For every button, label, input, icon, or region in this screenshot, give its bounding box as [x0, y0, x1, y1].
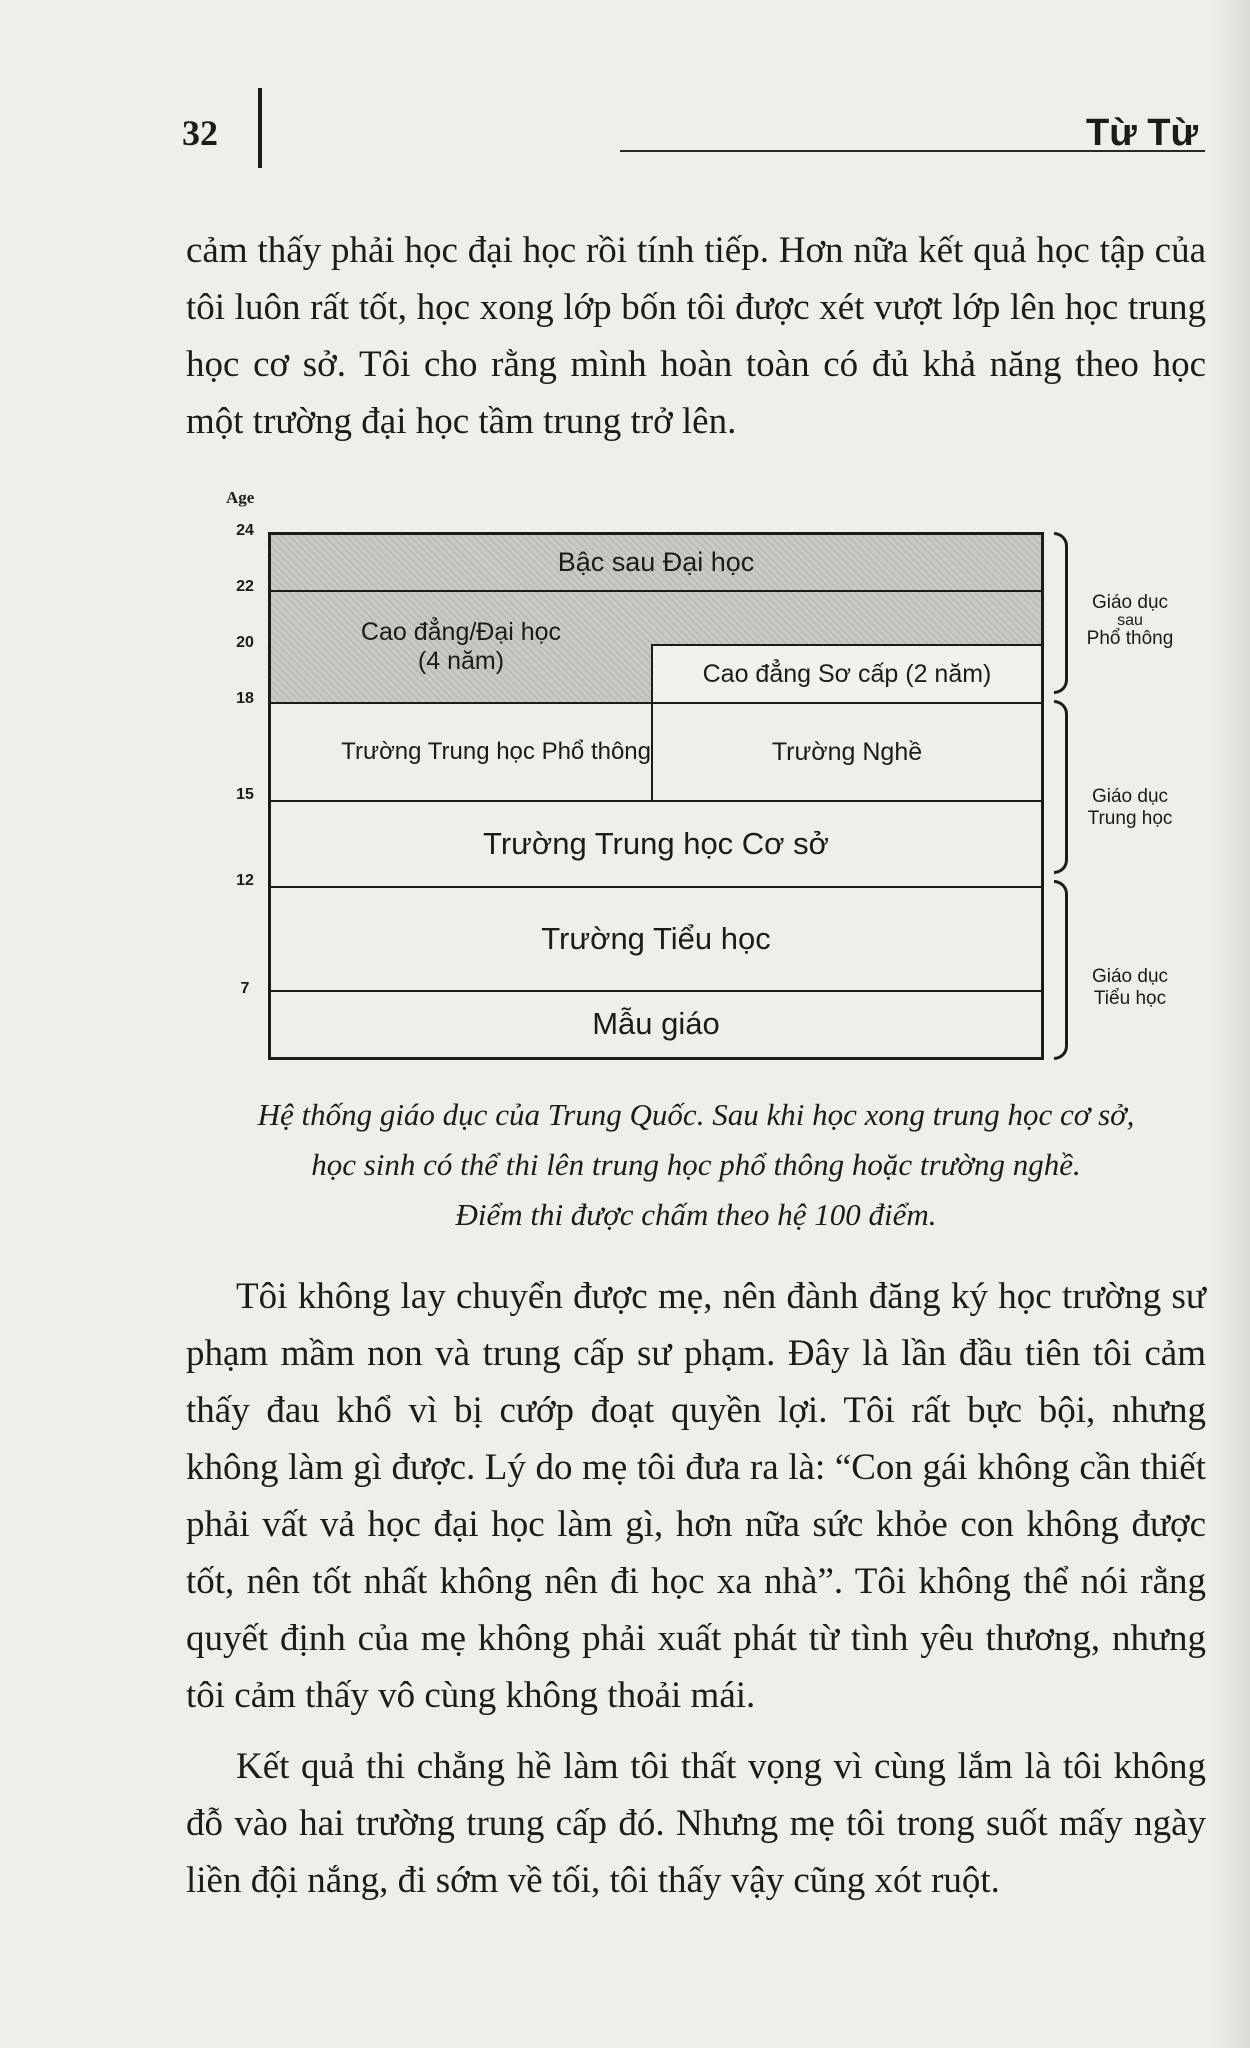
primary-cell: Trường Tiểu học	[541, 921, 771, 957]
body-paragraph: Kết quả thi chẳng hề làm tôi thất vọng vì cùng lắm là tôi không đỗ vào hai trường trung cấp đó. Nhưng mẹ tôi trong suốt mấy ngày liền đội nắng, đi sớm về tối, tôi thấy vậy cũng xót ruột.	[186, 1746, 1206, 1901]
age-tick: 24	[236, 522, 254, 539]
college-4-years: (4 năm)	[417, 647, 505, 675]
figure-caption	[186, 1090, 1206, 1240]
age-tick: 12	[236, 872, 254, 889]
middle-school-cell: Trường Trung học Cơ sở	[483, 826, 829, 862]
grid-line	[651, 645, 653, 801]
college-4-cell	[271, 591, 651, 703]
group-label-primary: Giáo dục Tiểu học	[1091, 966, 1169, 1009]
education-system-figure	[212, 488, 1192, 1068]
education-grid	[268, 532, 1044, 1060]
age-axis-label: Age	[226, 488, 255, 507]
bracket-primary	[1054, 880, 1068, 1060]
age-tick: 20	[236, 634, 254, 651]
grid-line	[651, 644, 1041, 646]
age-tick: 22	[236, 578, 254, 595]
age-tick: 7	[240, 980, 250, 997]
grid-line	[271, 886, 1041, 888]
college-4-label: Cao đẳng/Đại học	[360, 618, 562, 647]
bracket-secondary	[1054, 700, 1068, 874]
grid-line	[271, 990, 1041, 992]
group-label-secondary: Giáo dục Trung học	[1087, 786, 1173, 829]
high-school-cell: Trường Trung học Phổ thông	[341, 738, 651, 766]
age-tick: 15	[236, 786, 254, 803]
caption-line: Hệ thống giáo dục của Trung Quốc. Sau khi học xong trung học cơ sở,	[257, 1097, 1135, 1132]
kindergarten-cell: Mẫu giáo	[592, 1006, 720, 1042]
page-edge-shadow	[1210, 0, 1250, 2048]
group-label-post-secondary: Giáo dục sau Phổ thông	[1086, 592, 1174, 649]
grid-line	[271, 590, 1041, 592]
age-tick: 18	[236, 690, 254, 707]
college-2-cell: Cao đẳng Sơ cấp (2 năm)	[653, 645, 1041, 703]
grid-line	[271, 702, 1041, 704]
grid-line	[271, 800, 1041, 802]
page-number: 32	[182, 113, 218, 153]
postgrad-cell: Bậc sau Đại học	[557, 547, 755, 578]
vocational-cell: Trường Nghề	[771, 737, 923, 766]
bracket-post-secondary	[1054, 532, 1068, 694]
caption-line: học sinh có thể thi lên trung học phổ thông hoặc trường nghề.	[311, 1147, 1081, 1182]
body-paragraph: Tôi không lay chuyển được mẹ, nên đành đăng ký học trường sư phạm mầm non và trung cấp sư phạm. Đây là lần đầu tiên tôi cảm thấy đau khổ vì bị cướp đoạt quyền lợi. Tôi rất bực bội, nhưng không làm gì được. Lý do mẹ tôi đưa ra là: “Con gái không cần thiết phải vất vả học đại học làm gì, hơn nữa sức khỏe con không được tốt, nên tốt nhất không nên đi học xa nhà”. Tôi không thể nói rằng quyết định của mẹ không phải xuất phát từ tình yêu thương, nhưng tôi cảm thấy vô cùng không thoải mái.	[186, 1276, 1206, 1716]
body-paragraph: cảm thấy phải học đại học rồi tính tiếp. Hơn nữa kết quả học tập của tôi luôn rất tốt, học xong lớp bốn tôi được xét vượt lớp lên học trung học cơ sở. Tôi cho rằng mình hoàn toàn có đủ khả năng theo học một trường đại học tầm trung trở lên.	[186, 230, 1206, 442]
caption-line: Điểm thi được chấm theo hệ 100 điểm.	[455, 1197, 937, 1232]
running-head: Từ Từ	[1085, 112, 1198, 154]
header-divider	[258, 88, 262, 168]
